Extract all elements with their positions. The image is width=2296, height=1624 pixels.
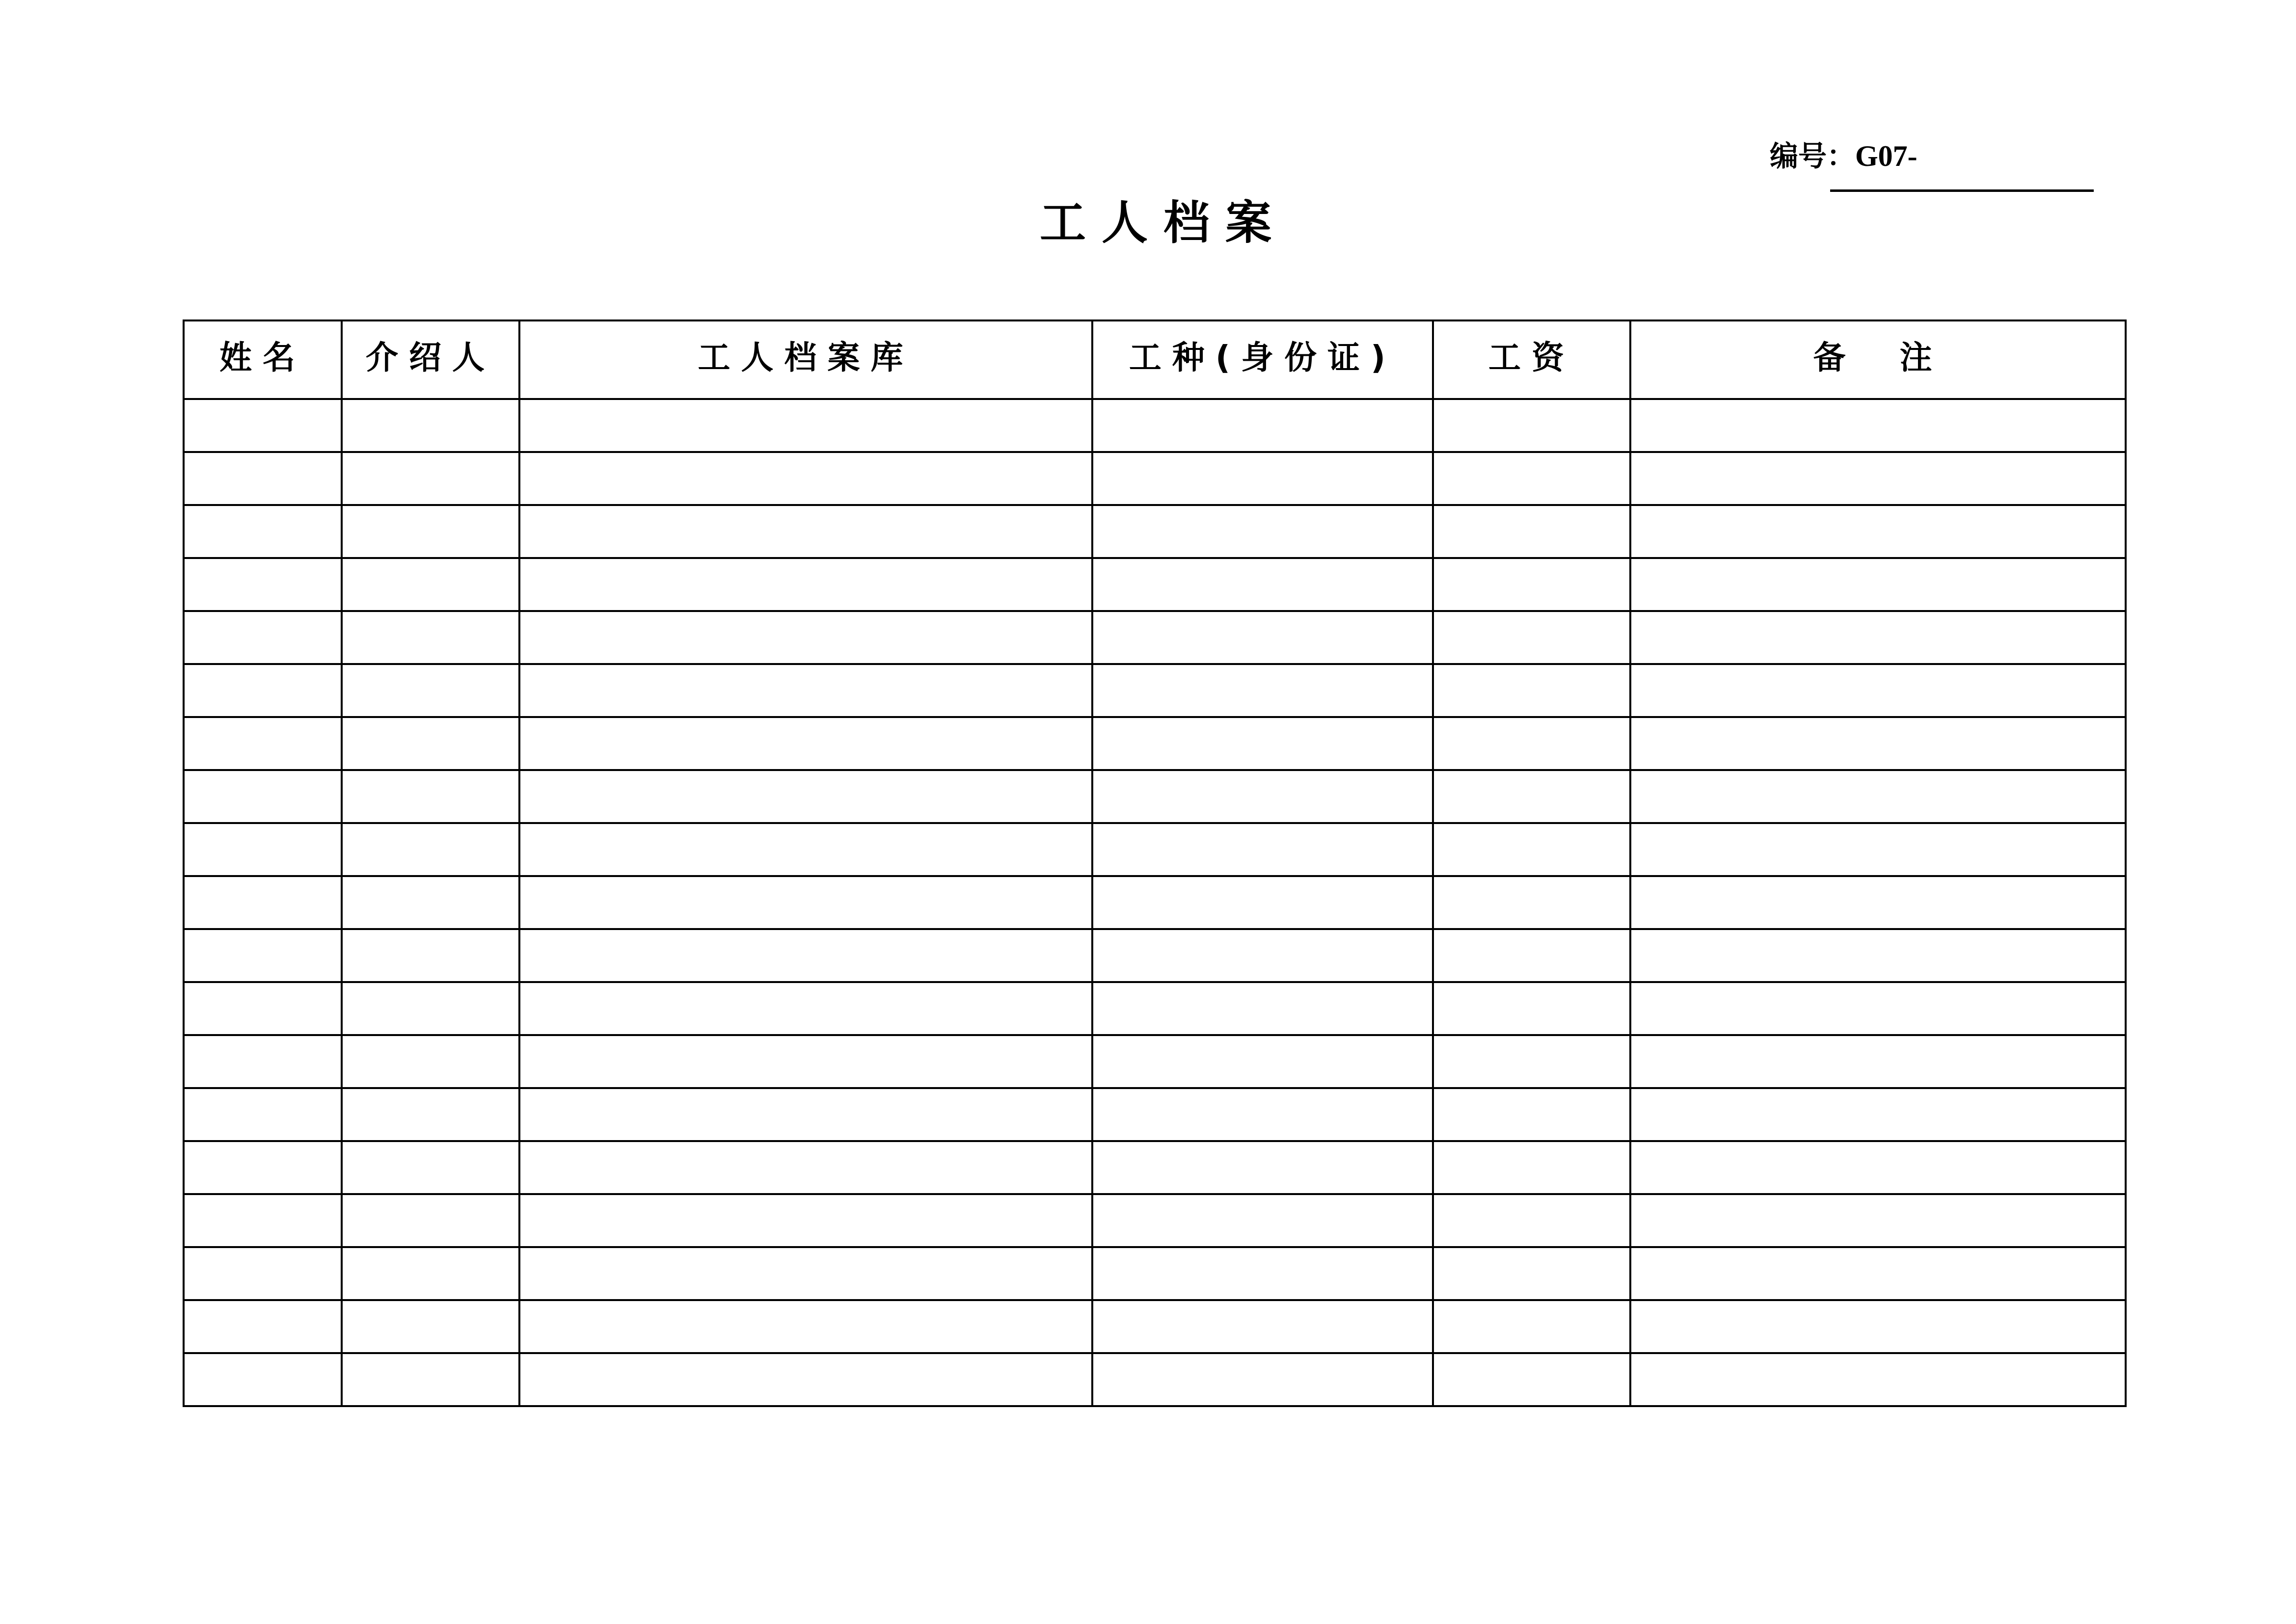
cell-archive[interactable] <box>519 558 1092 611</box>
cell-referrer[interactable] <box>342 929 519 982</box>
cell-remarks[interactable] <box>1630 611 2126 664</box>
table-body <box>184 399 2126 1406</box>
cell-remarks[interactable] <box>1630 664 2126 717</box>
cell-remarks[interactable] <box>1630 770 2126 823</box>
cell-trade_id[interactable] <box>1092 1300 1433 1353</box>
cell-archive[interactable] <box>519 929 1092 982</box>
table-row <box>184 1353 2126 1406</box>
cell-trade_id[interactable] <box>1092 717 1433 770</box>
cell-name[interactable] <box>184 399 342 452</box>
cell-name[interactable] <box>184 558 342 611</box>
cell-wage[interactable] <box>1433 1300 1630 1353</box>
cell-name[interactable] <box>184 1353 342 1406</box>
cell-trade_id[interactable] <box>1092 1194 1433 1247</box>
cell-archive[interactable] <box>519 1247 1092 1300</box>
cell-archive[interactable] <box>519 876 1092 929</box>
cell-referrer[interactable] <box>342 717 519 770</box>
cell-remarks[interactable] <box>1630 452 2126 505</box>
cell-wage[interactable] <box>1433 1088 1630 1141</box>
document-number-fill-line[interactable] <box>1830 189 2094 192</box>
cell-referrer[interactable] <box>342 452 519 505</box>
cell-remarks[interactable] <box>1630 505 2126 558</box>
cell-remarks[interactable] <box>1630 399 2126 452</box>
cell-archive[interactable] <box>519 823 1092 876</box>
cell-name[interactable] <box>184 1035 342 1088</box>
cell-name[interactable] <box>184 505 342 558</box>
cell-referrer[interactable] <box>342 505 519 558</box>
cell-trade_id[interactable] <box>1092 929 1433 982</box>
cell-referrer[interactable] <box>342 982 519 1035</box>
cell-referrer[interactable] <box>342 611 519 664</box>
table-row <box>184 929 2126 982</box>
cell-archive[interactable] <box>519 399 1092 452</box>
cell-referrer[interactable] <box>342 664 519 717</box>
cell-remarks[interactable] <box>1630 717 2126 770</box>
cell-archive[interactable] <box>519 664 1092 717</box>
cell-wage[interactable] <box>1433 770 1630 823</box>
cell-wage[interactable] <box>1433 876 1630 929</box>
table-row <box>184 1300 2126 1353</box>
cell-name[interactable] <box>184 1088 342 1141</box>
cell-name[interactable] <box>184 1141 342 1194</box>
cell-archive[interactable] <box>519 1300 1092 1353</box>
cell-trade_id[interactable] <box>1092 664 1433 717</box>
cell-archive[interactable] <box>519 1035 1092 1088</box>
document-number-label: 编号： <box>1770 139 1856 173</box>
cell-archive[interactable] <box>519 1141 1092 1194</box>
document-number-prefix: G07- <box>1855 140 1918 172</box>
cell-archive[interactable] <box>519 1194 1092 1247</box>
cell-name[interactable] <box>184 770 342 823</box>
cell-referrer[interactable] <box>342 1300 519 1353</box>
cell-trade_id[interactable] <box>1092 1353 1433 1406</box>
cell-trade_id[interactable] <box>1092 452 1433 505</box>
table-row <box>184 876 2126 929</box>
cell-archive[interactable] <box>519 611 1092 664</box>
cell-remarks[interactable] <box>1630 929 2126 982</box>
cell-archive[interactable] <box>519 770 1092 823</box>
cell-wage[interactable] <box>1433 717 1630 770</box>
cell-archive[interactable] <box>519 982 1092 1035</box>
cell-wage[interactable] <box>1433 452 1630 505</box>
cell-referrer[interactable] <box>342 1194 519 1247</box>
cell-archive[interactable] <box>519 505 1092 558</box>
table-row <box>184 505 2126 558</box>
table-row <box>184 664 2126 717</box>
cell-referrer[interactable] <box>342 823 519 876</box>
cell-name[interactable] <box>184 1300 342 1353</box>
column-header-remarks: 备 注 <box>1630 320 2126 399</box>
cell-remarks[interactable] <box>1630 1194 2126 1247</box>
cell-name[interactable] <box>184 823 342 876</box>
cell-name[interactable] <box>184 717 342 770</box>
cell-trade_id[interactable] <box>1092 1141 1433 1194</box>
cell-referrer[interactable] <box>342 1247 519 1300</box>
cell-name[interactable] <box>184 611 342 664</box>
table-row <box>184 1035 2126 1088</box>
cell-referrer[interactable] <box>342 770 519 823</box>
cell-remarks[interactable] <box>1630 823 2126 876</box>
cell-remarks[interactable] <box>1630 982 2126 1035</box>
cell-name[interactable] <box>184 982 342 1035</box>
cell-trade_id[interactable] <box>1092 1088 1433 1141</box>
cell-remarks[interactable] <box>1630 876 2126 929</box>
cell-referrer[interactable] <box>342 558 519 611</box>
cell-wage[interactable] <box>1433 929 1630 982</box>
cell-wage[interactable] <box>1433 823 1630 876</box>
cell-remarks[interactable] <box>1630 1353 2126 1406</box>
cell-name[interactable] <box>184 876 342 929</box>
cell-archive[interactable] <box>519 717 1092 770</box>
cell-trade_id[interactable] <box>1092 558 1433 611</box>
cell-wage[interactable] <box>1433 611 1630 664</box>
cell-remarks[interactable] <box>1630 1300 2126 1353</box>
cell-wage[interactable] <box>1433 664 1630 717</box>
cell-archive[interactable] <box>519 1088 1092 1141</box>
cell-wage[interactable] <box>1433 1141 1630 1194</box>
cell-wage[interactable] <box>1433 558 1630 611</box>
cell-wage[interactable] <box>1433 505 1630 558</box>
cell-wage[interactable] <box>1433 982 1630 1035</box>
cell-trade_id[interactable] <box>1092 876 1433 929</box>
cell-name[interactable] <box>184 1194 342 1247</box>
cell-trade_id[interactable] <box>1092 505 1433 558</box>
document-number <box>1770 136 1918 176</box>
cell-wage[interactable] <box>1433 1194 1630 1247</box>
cell-trade_id[interactable] <box>1092 611 1433 664</box>
cell-trade_id[interactable] <box>1092 399 1433 452</box>
cell-trade_id[interactable] <box>1092 1035 1433 1088</box>
cell-trade_id[interactable] <box>1092 823 1433 876</box>
table-row <box>184 717 2126 770</box>
table-row <box>184 823 2126 876</box>
table-header-row <box>184 320 2126 399</box>
table-row <box>184 452 2126 505</box>
cell-remarks[interactable] <box>1630 1035 2126 1088</box>
cell-wage[interactable] <box>1433 1035 1630 1088</box>
column-header-referrer: 介绍人 <box>342 320 519 399</box>
cell-referrer[interactable] <box>342 399 519 452</box>
cell-name[interactable] <box>184 929 342 982</box>
table-row <box>184 611 2126 664</box>
column-header-wage: 工资 <box>1433 320 1630 399</box>
cell-trade_id[interactable] <box>1092 982 1433 1035</box>
table-row <box>184 558 2126 611</box>
cell-name[interactable] <box>184 664 342 717</box>
page-title: 工人档案 <box>1039 196 1287 250</box>
table-row <box>184 982 2126 1035</box>
cell-archive[interactable] <box>519 1353 1092 1406</box>
cell-wage[interactable] <box>1433 1353 1630 1406</box>
worker-archive-table <box>183 319 2127 1407</box>
cell-wage[interactable] <box>1433 399 1630 452</box>
table-row <box>184 1141 2126 1194</box>
cell-remarks[interactable] <box>1630 1247 2126 1300</box>
column-header-archive: 工人档案库 <box>519 320 1092 399</box>
table-row <box>184 1194 2126 1247</box>
cell-name[interactable] <box>184 1247 342 1300</box>
cell-name[interactable] <box>184 452 342 505</box>
table-row <box>184 1088 2126 1141</box>
cell-referrer[interactable] <box>342 876 519 929</box>
cell-remarks[interactable] <box>1630 558 2126 611</box>
table-row <box>184 770 2126 823</box>
cell-remarks[interactable] <box>1630 1141 2126 1194</box>
column-header-name: 姓名 <box>184 320 342 399</box>
table-row <box>184 399 2126 452</box>
table-row <box>184 1247 2126 1300</box>
cell-referrer[interactable] <box>342 1141 519 1194</box>
cell-referrer[interactable] <box>342 1088 519 1141</box>
column-header-trade-id: 工种(身份证) <box>1092 320 1433 399</box>
cell-referrer[interactable] <box>342 1353 519 1406</box>
cell-wage[interactable] <box>1433 1247 1630 1300</box>
cell-trade_id[interactable] <box>1092 1247 1433 1300</box>
cell-trade_id[interactable] <box>1092 770 1433 823</box>
cell-archive[interactable] <box>519 452 1092 505</box>
cell-referrer[interactable] <box>342 1035 519 1088</box>
cell-remarks[interactable] <box>1630 1088 2126 1141</box>
